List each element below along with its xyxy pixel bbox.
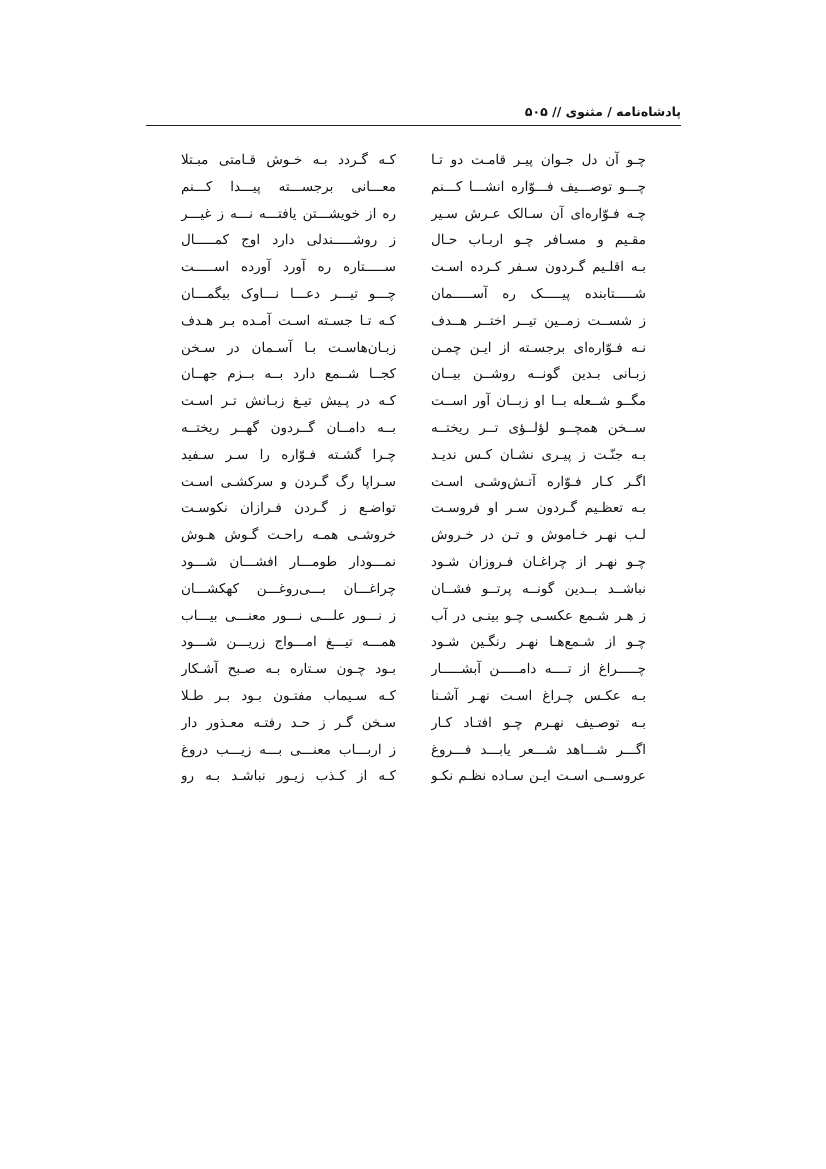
running-header — [146, 104, 681, 126]
verse-right-6: شـــــتابنده پیـــــک ره آســـــمان — [431, 285, 646, 302]
verse-right-12: بـه جنّـت ز پیـری نشـان کـس ندیـد — [431, 446, 646, 463]
verse-left-24: کـه از کـذب زیـور نباشـد بـه رو — [181, 768, 396, 785]
verse-left-7: کـه تـا جسـته اسـت آمـده بـر هـدف — [181, 312, 396, 329]
verse-right-14: بـه تعظـیم گـردون سـر او فروسـت — [431, 500, 646, 517]
verse-right-17: نباشــد بــدین گونــه پرتــو فشــان — [431, 580, 646, 597]
verse-left-17: چراغـــان بـــی‌روغـــن کهکشـــان — [181, 580, 396, 597]
verse-right-11: ســخن همچــو لؤلــؤی تــر ریختــه — [431, 419, 646, 436]
verse-right-7: ز شســت زمــین تیــر اختــر هــدف — [431, 312, 646, 329]
verse-right-1: چـو آن دل جـوان پیـر قامـت دو تـا — [431, 152, 646, 168]
verse-left-21: کـه سـیماب مفتـون بـود بـر طـلا — [181, 687, 396, 704]
verse-right-8: نـه فـوّاره‌ای برجسـته از ایـن چمـن — [431, 339, 646, 356]
verse-column-left — [181, 147, 396, 790]
verse-right-13: اگـر کـار فـوّاره آتـش‌وشـی اسـت — [431, 473, 646, 490]
verse-left-3: ره از خویشـــتن یافتـــه نـــه ز غیـــر — [181, 205, 396, 222]
verse-right-4: مقـیم و مسـافر چـو اربـاب حـال — [431, 232, 646, 249]
verse-left-13: سـراپا رگ گـردن و سرکشـی اسـت — [181, 473, 396, 490]
verse-left-16: نمـــودار طومـــار افشـــان شـــود — [181, 553, 396, 570]
verse-right-18: ز هـر شـمع عکسـی چـو بینـی در آب — [431, 607, 646, 624]
verse-left-5: ســـــتاره ره آورد آورده اســـــت — [181, 259, 396, 276]
verse-right-10: مگــو شــعله بــا او زبــان آور اســت — [431, 393, 646, 410]
verse-left-11: بــه دامــان گــردون گهــر ریختــه — [181, 419, 396, 436]
verse-right-3: چـه فـوّاره‌ای آن سـالک عـرش سـیر — [431, 205, 646, 222]
verse-left-2: معـــانی برجســـته پیـــدا کـــنم — [181, 178, 396, 195]
verse-right-20: چـــــراغ از تــــه دامـــــن آبشـــــار — [431, 661, 646, 678]
verse-right-22: بـه توصـیف نهـرم چـو افتـاد کـار — [431, 714, 646, 731]
verse-right-23: اگـــر شـــاهد شـــعر یابـــد فـــروغ — [431, 741, 646, 758]
verse-left-22: سـخن گـر ز حـد رفتـه معـذور دار — [181, 714, 396, 731]
verse-right-15: لـب نهـر خـاموش و تـن در خـروش — [431, 527, 646, 544]
verse-left-10: کـه در پـیش تیـغ زبـانش تـر اسـت — [181, 393, 396, 410]
verse-right-5: بـه اقلـیم گـردون سـفر کـرده اسـت — [431, 259, 646, 276]
verse-left-14: تواضـع ز گـردن فـرازان نکوسـت — [181, 500, 396, 517]
verse-right-16: چـو نهـر از چراغـان فـروزان شـود — [431, 553, 646, 570]
verse-right-19: چـو از شـمع‌هـا نهـر رنگـین شـود — [431, 634, 646, 651]
verse-left-9: کجــا شــمع دارد بــه بــزم جهــان — [181, 366, 396, 383]
verse-left-23: ز اربـــاب معنـــی بـــه زیـــب دروغ — [181, 741, 396, 758]
verse-left-8: زبـان‌هاسـت بـا آسـمان در سـخن — [181, 339, 396, 356]
verse-left-15: خروشـی همـه راحـت گـوش هـوش — [181, 527, 396, 544]
verse-column-right — [431, 147, 646, 790]
verse-right-2: چـــو توصـــیف فـــوّاره انشـــا کـــنم — [431, 178, 646, 195]
verse-left-4: ز روشـــــندلی دارد اوج کمـــــال — [181, 232, 396, 249]
header-divider — [146, 125, 681, 126]
verse-left-1: کـه گـردد بـه خـوش قـامتی مبـتلا — [181, 152, 396, 168]
verse-right-21: بـه عکـس چـراغ اسـت نهـر آشـنا — [431, 687, 646, 704]
verse-right-9: زبـانی بـدین گونــه روشــن بیــان — [431, 366, 646, 383]
verse-right-24: عروســی اسـت ایـن سـاده نظـم نکـو — [431, 768, 646, 785]
header-title: پادشاه‌نامه / مثنوی // ۵۰۵ — [524, 104, 681, 119]
verse-left-20: بـود چـون سـتاره بـه صـبح آشـکار — [181, 661, 396, 678]
verse-left-18: ز نـــور علـــی نـــور معنـــی بیـــاب — [181, 607, 396, 624]
verse-left-6: چـــو تیـــر دعـــا نـــاوک بیگمـــان — [181, 285, 396, 302]
verse-left-12: چـرا گشـته فـوّاره را سـر سـفید — [181, 446, 396, 463]
verse-left-19: همـــه تیـــغ امـــواج زریـــن شـــود — [181, 634, 396, 651]
